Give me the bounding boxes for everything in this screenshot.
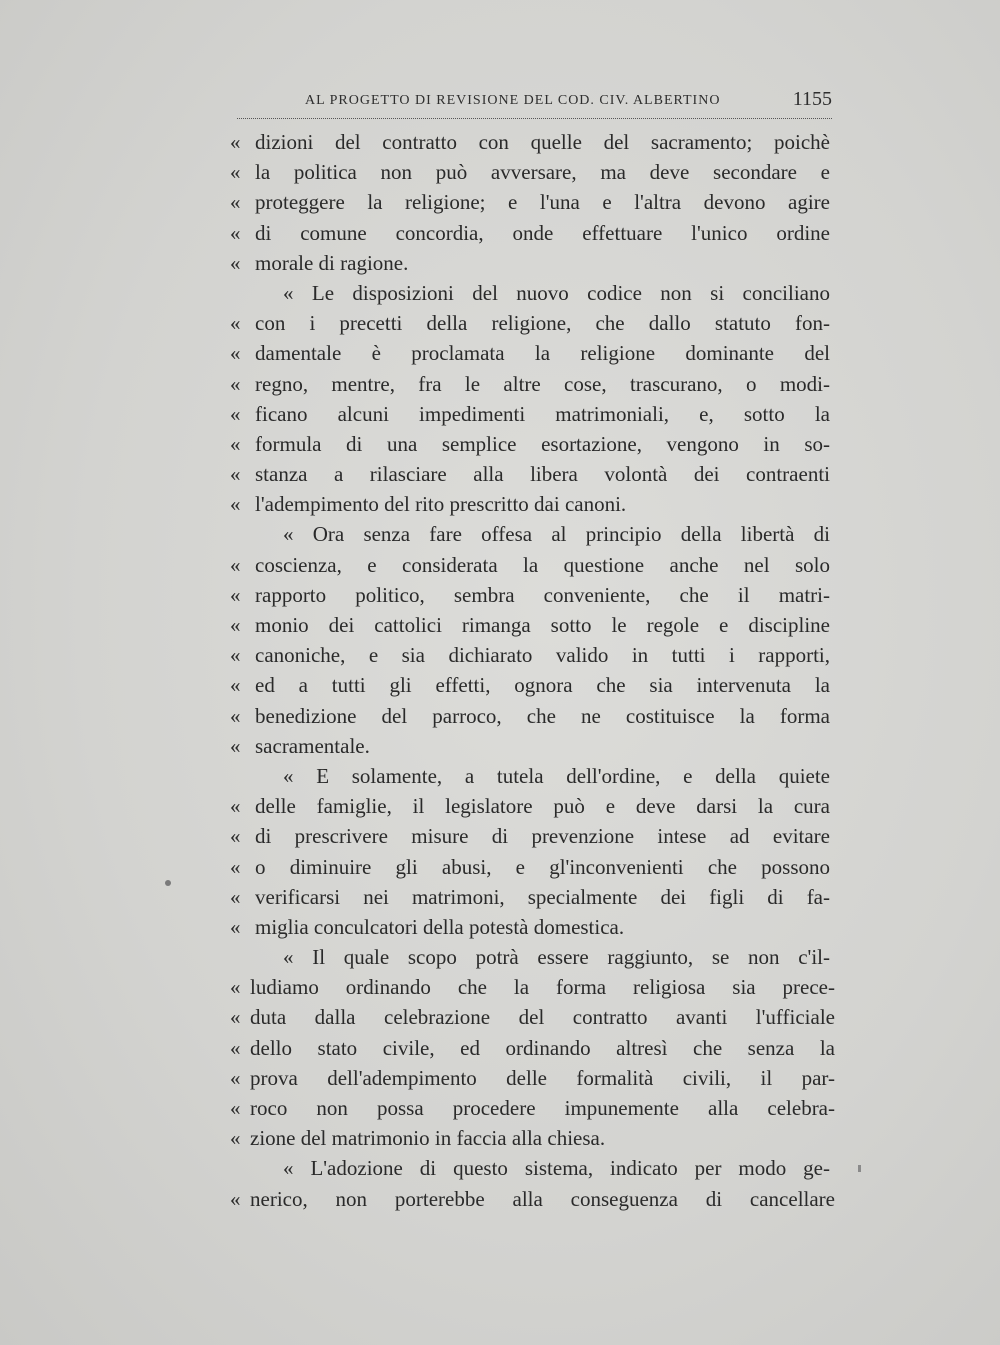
quote-mark: «	[230, 1005, 241, 1030]
quote-mark: «	[230, 673, 241, 698]
line-text: roco non possa procedere impunemente alla celebra-	[250, 1096, 835, 1120]
text-line	[230, 550, 830, 580]
text-line	[230, 399, 830, 429]
line-text: ed a tutti gli effetti, ognora che sia intervenuta la	[255, 673, 830, 698]
quote-mark: «	[230, 371, 241, 396]
line-text: formula di una semplice esortazione, vengono in so-	[255, 431, 830, 456]
quote-mark: «	[230, 401, 241, 426]
quote-mark: «	[230, 130, 241, 154]
header-rule	[237, 118, 832, 119]
line-text: nerico, non porterebbe alla conseguenza di cancellare	[250, 1186, 835, 1211]
text-line	[230, 127, 830, 157]
ink-speck-2	[858, 1165, 861, 1172]
line-text: coscienza, e considerata la questione anche nel solo	[255, 552, 830, 577]
line-text: con i precetti della religione, che dallo statuto fon-	[255, 311, 830, 336]
text-line	[230, 942, 830, 972]
text-line	[230, 761, 830, 791]
quote-mark: «	[230, 552, 241, 577]
line-text: dizioni del contratto con quelle del sacramento; poichè	[255, 130, 830, 154]
line-text: di comune concordia, onde effettuare l'unico ordine	[255, 220, 830, 245]
line-text: o diminuire gli abusi, e gl'inconvenienti che possono	[255, 854, 830, 879]
text-line	[230, 248, 830, 278]
line-text: di prescrivere misure di prevenzione intese ad evitare	[255, 824, 830, 849]
text-line	[230, 972, 835, 1002]
line-text: monio dei cattolici rimanga sotto le regole e discipline	[255, 613, 830, 637]
text-line	[230, 1063, 835, 1093]
page-number: 1155	[792, 88, 832, 110]
line-text: delle famiglie, il legislatore può e deve darsi la cura	[255, 794, 830, 819]
quote-mark: «	[230, 160, 241, 185]
quote-mark: «	[230, 341, 241, 366]
quote-mark: «	[230, 975, 241, 1000]
line-text: proteggere la religione; e l'una e l'altra devono agire	[255, 190, 830, 215]
quote-mark: «	[230, 1186, 241, 1211]
quote-mark: «	[230, 703, 241, 728]
quote-mark: «	[230, 613, 241, 637]
text-line	[230, 278, 830, 308]
quote-mark: «	[230, 914, 241, 939]
text-line	[230, 580, 830, 610]
text-line	[230, 852, 830, 882]
line-text: ludiamo ordinando che la forma religiosa sia prece-	[250, 975, 835, 1000]
line-text: la politica non può avversare, ma deve secondare e	[255, 160, 830, 185]
line-text: « Le disposizioni del nuovo codice non si conciliano	[283, 280, 830, 305]
quote-mark: «	[230, 220, 241, 245]
line-text: sacramentale.	[255, 733, 370, 758]
line-text: « L'adozione di questo sistema, indicato per modo ge-	[283, 1156, 830, 1181]
line-text: stanza a rilasciare alla libera volontà dei contraenti	[255, 462, 830, 487]
text-line	[230, 369, 830, 399]
running-header	[305, 90, 832, 114]
text-line	[230, 218, 830, 248]
quote-mark: «	[230, 884, 241, 909]
quote-mark: «	[230, 311, 241, 336]
quote-mark: «	[230, 733, 241, 758]
text-line	[230, 1123, 830, 1153]
quote-mark: «	[230, 1096, 241, 1120]
quote-mark: «	[230, 1035, 241, 1060]
text-line	[230, 701, 830, 731]
text-line	[230, 640, 830, 670]
line-text: benedizione del parroco, che ne costituisce la forma	[255, 703, 830, 728]
line-text: morale di ragione.	[255, 250, 409, 275]
text-line	[230, 1093, 835, 1123]
text-line	[230, 670, 830, 700]
line-text: rapporto politico, sembra conveniente, che il matri-	[255, 582, 830, 607]
quote-mark: «	[230, 643, 241, 668]
line-text: verificarsi nei matrimoni, specialmente dei figli di fa-	[255, 884, 830, 909]
body-text	[230, 127, 835, 1214]
quote-mark: «	[230, 462, 241, 487]
text-line	[230, 429, 830, 459]
quote-mark: «	[230, 250, 241, 275]
quote-mark: «	[230, 492, 241, 517]
line-text: ficano alcuni impedimenti matrimoniali, e, sotto la	[255, 401, 830, 426]
line-text: duta dalla celebrazione del contratto avanti l'ufficiale	[250, 1005, 835, 1030]
quote-mark: «	[230, 824, 241, 849]
quote-mark: «	[230, 1126, 241, 1151]
text-line	[230, 610, 830, 640]
text-line	[230, 489, 830, 519]
text-line	[230, 157, 830, 187]
line-text: prova dell'adempimento delle formalità civili, il par-	[250, 1065, 835, 1090]
running-header-title: AL PROGETTO DI REVISIONE DEL COD. CIV. ALBERTINO	[305, 93, 721, 108]
text-line	[230, 821, 830, 851]
text-line	[230, 459, 830, 489]
line-text: « E solamente, a tutela dell'ordine, e della quiete	[283, 763, 830, 788]
quote-mark: «	[230, 431, 241, 456]
line-text: l'adempimento del rito prescritto dai canoni.	[255, 492, 627, 517]
ink-speck	[165, 880, 171, 886]
quote-mark: «	[230, 1065, 241, 1090]
text-line	[230, 187, 830, 217]
text-line	[230, 1153, 830, 1183]
text-line	[230, 1002, 835, 1032]
line-text: dello stato civile, ed ordinando altresì che senza la	[250, 1035, 835, 1060]
text-line	[230, 338, 830, 368]
text-line	[230, 519, 830, 549]
line-text: « Il quale scopo potrà essere raggiunto, se non c'il-	[283, 945, 830, 970]
line-text: damentale è proclamata la religione dominante del	[255, 341, 830, 366]
text-line	[230, 1033, 835, 1063]
line-text: « Ora senza fare offesa al principio della libertà di	[283, 522, 830, 547]
text-line	[230, 912, 830, 942]
text-line	[230, 308, 830, 338]
line-text: miglia conculcatori della potestà domestica.	[255, 914, 625, 939]
line-text: zione del matrimonio in faccia alla chiesa.	[250, 1126, 606, 1151]
line-text: canoniche, e sia dichiarato valido in tutti i rapporti,	[255, 643, 830, 668]
quote-mark: «	[230, 854, 241, 879]
quote-mark: «	[230, 794, 241, 819]
line-text: regno, mentre, fra le altre cose, trascurano, o modi-	[255, 371, 830, 396]
quote-mark: «	[230, 582, 241, 607]
text-line	[230, 731, 830, 761]
quote-mark: «	[230, 190, 241, 215]
text-line	[230, 791, 830, 821]
text-line	[230, 882, 830, 912]
text-line	[230, 1184, 835, 1214]
